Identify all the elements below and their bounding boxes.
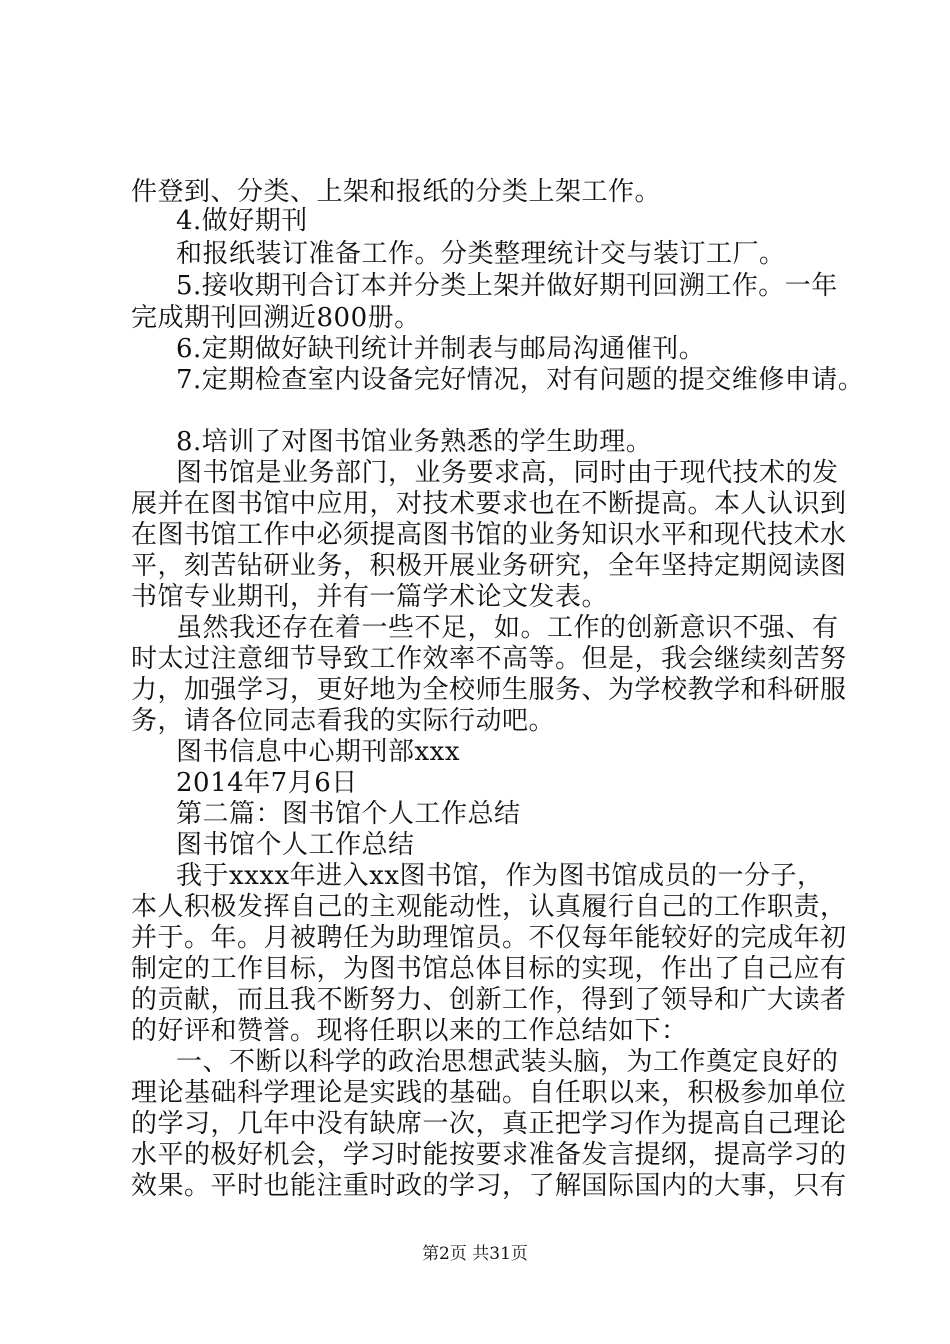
text-line: 水平的极好机会，学习时能按要求准备发言提纲，提高学习的 [131, 1140, 847, 1170]
text-line: 图书馆个人工作总结 [176, 830, 415, 860]
text-line: 完成期刊回溯近800册。 [131, 303, 421, 333]
text-line: 力，加强学习，更好地为全校师生服务、为学校教学和科研服 [131, 675, 847, 705]
text-line: 我于xxxx年进入xx图书馆，作为图书馆成员的一分子， [176, 861, 824, 891]
text-line: 的好评和赞誉。现将任职以来的工作总结如下： [131, 1016, 688, 1046]
text-line: 4.做好期刊 [176, 206, 308, 236]
text-line: 和报纸装订准备工作。分类整理统计交与装订工厂。 [176, 239, 786, 269]
text-line: 展并在图书馆中应用，对技术要求也在不断提高。本人认识到 [131, 489, 847, 519]
text-line: 本人积极发挥自己的主观能动性，认真履行自己的工作职责， [131, 892, 847, 922]
text-line: 件登到、分类、上架和报纸的分类上架工作。 [131, 177, 662, 207]
text-line: 图书馆是业务部门，业务要求高，同时由于现代技术的发 [176, 458, 839, 488]
text-line: 5.接收期刊合订本并分类上架并做好期刊回溯工作。一年 [176, 271, 838, 301]
text-line: 制定的工作目标，为图书馆总体目标的实现，作出了自己应有 [131, 954, 847, 984]
text-line: 8.培训了对图书馆业务熟悉的学生助理。 [176, 427, 653, 457]
text-line: 在图书馆工作中必须提高图书馆的业务知识水平和现代技术水 [131, 520, 847, 550]
text-line: 书馆专业期刊，并有一篇学术论文发表。 [131, 582, 609, 612]
text-line: 2014年7月6日 [176, 768, 358, 798]
text-line: 7.定期检查室内设备完好情况，对有问题的提交维修申请。 [176, 365, 865, 395]
text-line: 时太过注意细节导致工作效率不高等。但是，我会继续刻苦努 [131, 644, 847, 674]
text-line: 的贡献，而且我不断努力、创新工作，得到了领导和广大读者 [131, 985, 847, 1015]
text-line: 图书信息中心期刊部xxx [176, 737, 460, 767]
text-line: 并于。年。月被聘任为助理馆员。不仅每年能较好的完成年初 [131, 923, 847, 953]
page-footer: 第2页 共31页 [422, 1244, 528, 1264]
text-line: 务，请各位同志看我的实际行动吧。 [131, 706, 556, 736]
text-line: 一、不断以科学的政治思想武装头脑，为工作奠定良好的 [176, 1047, 839, 1077]
text-line: 虽然我还存在着一些不足，如。工作的创新意识不强、有 [176, 613, 839, 643]
text-line: 效果。平时也能注重时政的学习，了解国际国内的大事，只有 [131, 1171, 847, 1201]
text-line: 第二篇：图书馆个人工作总结 [176, 799, 521, 829]
text-line: 理论基础科学理论是实践的基础。自任职以来，积极参加单位 [131, 1078, 847, 1108]
text-line: 6.定期做好缺刊统计并制表与邮局沟通催刊。 [176, 334, 706, 364]
text-line: 平，刻苦钻研业务，积极开展业务研究，全年坚持定期阅读图 [131, 551, 847, 581]
text-line: 的学习，几年中没有缺席一次，真正把学习作为提高自己理论 [131, 1109, 847, 1139]
